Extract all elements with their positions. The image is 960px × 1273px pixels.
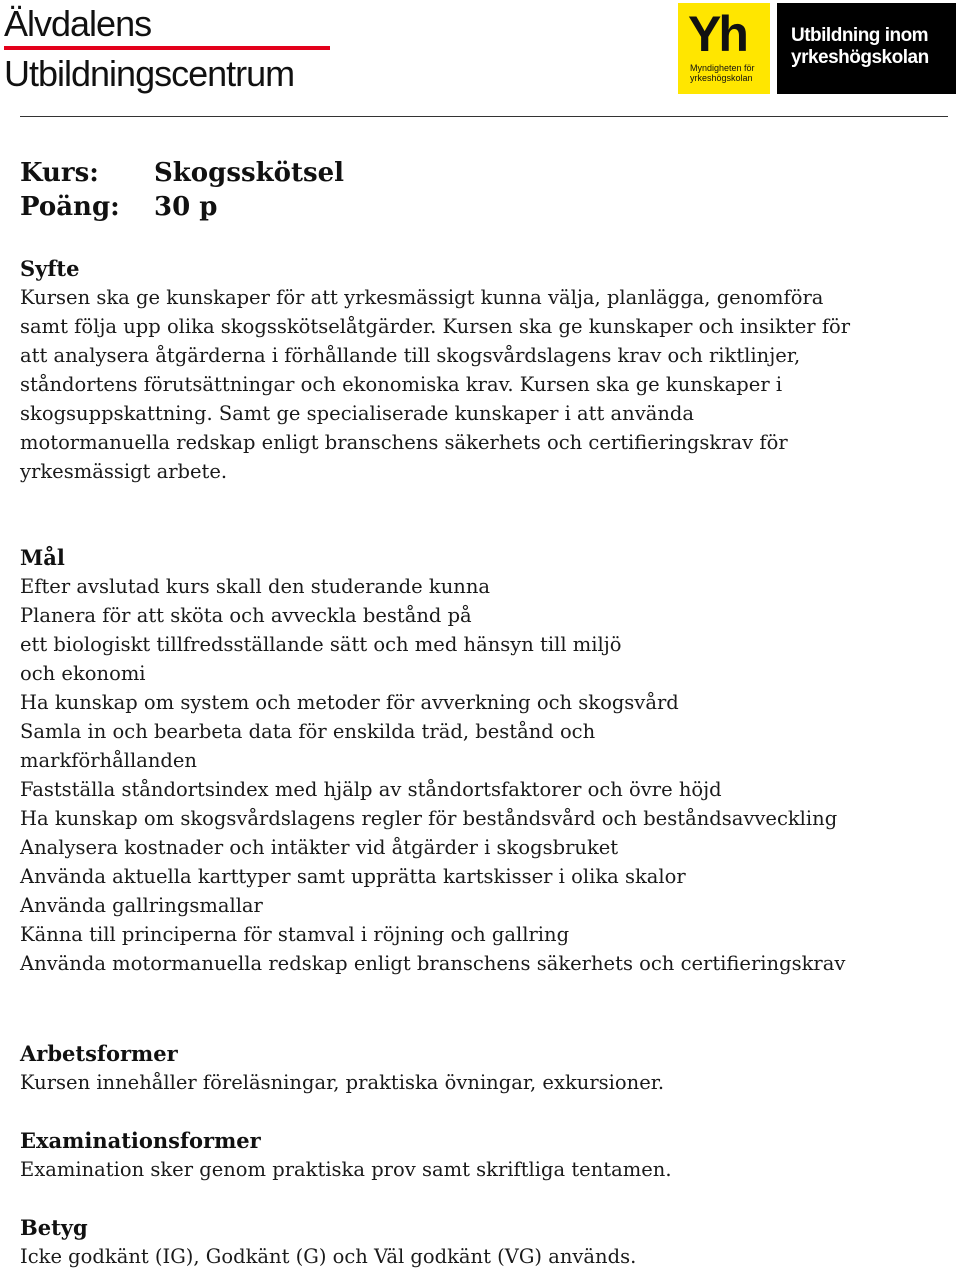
yh-logo-subtitle-line2: yrkeshögskolan <box>690 73 753 83</box>
mal-list-item: Analysera kostnader och intäkter vid åtgärder i skogsbruket <box>20 836 619 859</box>
course-points-row <box>20 190 920 224</box>
mal-list <box>20 572 920 978</box>
course-points: 30 p <box>154 192 218 222</box>
header-divider <box>20 116 948 117</box>
section-heading-betyg: Betyg <box>20 1215 88 1240</box>
section-mal <box>20 543 920 978</box>
section-heading-examinationsformer: Examinationsformer <box>20 1128 261 1153</box>
course-info <box>20 156 920 224</box>
mal-list-item: Känna till principerna för stamval i röjning och gallring <box>20 923 570 946</box>
yh-logo-subtitle-line1: Myndigheten för <box>690 63 755 73</box>
yrkeshogskolan-logo-line1: Utbildning inom <box>791 25 929 46</box>
section-heading-mal: Mål <box>20 545 65 570</box>
section-betyg <box>20 1213 920 1271</box>
yrkeshogskolan-logo <box>777 3 956 94</box>
syfte-text-line: samt följa upp olika skogsskötselåtgärder. Kursen ska ge kunskaper och insikter för <box>20 315 851 338</box>
school-name-line1: Älvdalens <box>4 3 152 44</box>
school-logo-rule <box>4 46 330 50</box>
yh-logo-subtitle <box>690 63 755 83</box>
course-name-row <box>20 156 920 190</box>
syfte-text-line: motormanuella redskap enligt branschens säkerhets och certifieringskrav för <box>20 431 788 454</box>
syfte-text-line: ståndortens förutsättningar och ekonomiska krav. Kursen ska ge kunskaper i <box>20 373 783 396</box>
course-name: Skogsskötsel <box>154 158 345 188</box>
mal-list-item: Använda motormanuella redskap enligt branschens säkerhets och certifieringskrav <box>20 952 846 975</box>
mal-list-item: Samla in och bearbeta data för enskilda träd, bestånd och <box>20 720 596 743</box>
mal-list-item: markförhållanden <box>20 749 197 772</box>
yrkeshogskolan-logo-line2: yrkeshögskolan <box>791 47 929 68</box>
points-label: Poäng: <box>20 192 120 222</box>
school-logo <box>4 4 334 96</box>
betyg-text: Icke godkänt (IG), Godkänt (G) och Väl godkänt (VG) används. <box>20 1245 637 1268</box>
syfte-text <box>20 283 920 486</box>
yrkeshogskolan-logo-text <box>791 25 929 69</box>
mal-list-item: Ha kunskap om skogsvårdslagens regler för beståndsvård och beståndsavveckling <box>20 807 838 830</box>
syfte-text-line: yrkesmässigt arbete. <box>20 460 228 483</box>
syfte-text-line: skogsuppskattning. Samt ge specialiserade kunskaper i att använda <box>20 402 695 425</box>
mal-list-item: Planera för att sköta och avveckla bestånd på <box>20 604 472 627</box>
mal-list-item: Använda gallringsmallar <box>20 894 263 917</box>
section-arbetsformer <box>20 1039 920 1097</box>
school-name-line2: Utbildningscentrum <box>4 53 295 94</box>
section-heading-arbetsformer: Arbetsformer <box>20 1041 178 1066</box>
mal-list-item: Ha kunskap om system och metoder för avverkning och skogsvård <box>20 691 679 714</box>
mal-list-item: Efter avslutad kurs skall den studerande kunna <box>20 575 491 598</box>
yh-logo <box>678 3 770 94</box>
section-syfte <box>20 254 920 486</box>
yh-logo-mark: Yh <box>688 6 746 62</box>
mal-list-item: och ekonomi <box>20 662 146 685</box>
section-examinationsformer <box>20 1126 920 1184</box>
arbetsformer-text: Kursen innehåller föreläsningar, praktiska övningar, exkursioner. <box>20 1071 665 1094</box>
syfte-text-line: att analysera åtgärderna i förhållande till skogsvårdslagens krav och riktlinjer, <box>20 344 801 367</box>
mal-list-item: Fastställa ståndortsindex med hjälp av ståndortsfaktorer och övre höjd <box>20 778 722 801</box>
page-header <box>0 0 960 110</box>
mal-list-item: ett biologiskt tillfredsställande sätt och med hänsyn till miljö <box>20 633 622 656</box>
mal-list-item: Använda aktuella karttyper samt upprätta kartskisser i olika skalor <box>20 865 686 888</box>
syfte-text-line: Kursen ska ge kunskaper för att yrkesmässigt kunna välja, planlägga, genomföra <box>20 286 824 309</box>
examinationsformer-text: Examination sker genom praktiska prov samt skriftliga tentamen. <box>20 1158 672 1181</box>
section-heading-syfte: Syfte <box>20 256 80 281</box>
course-label: Kurs: <box>20 158 99 188</box>
